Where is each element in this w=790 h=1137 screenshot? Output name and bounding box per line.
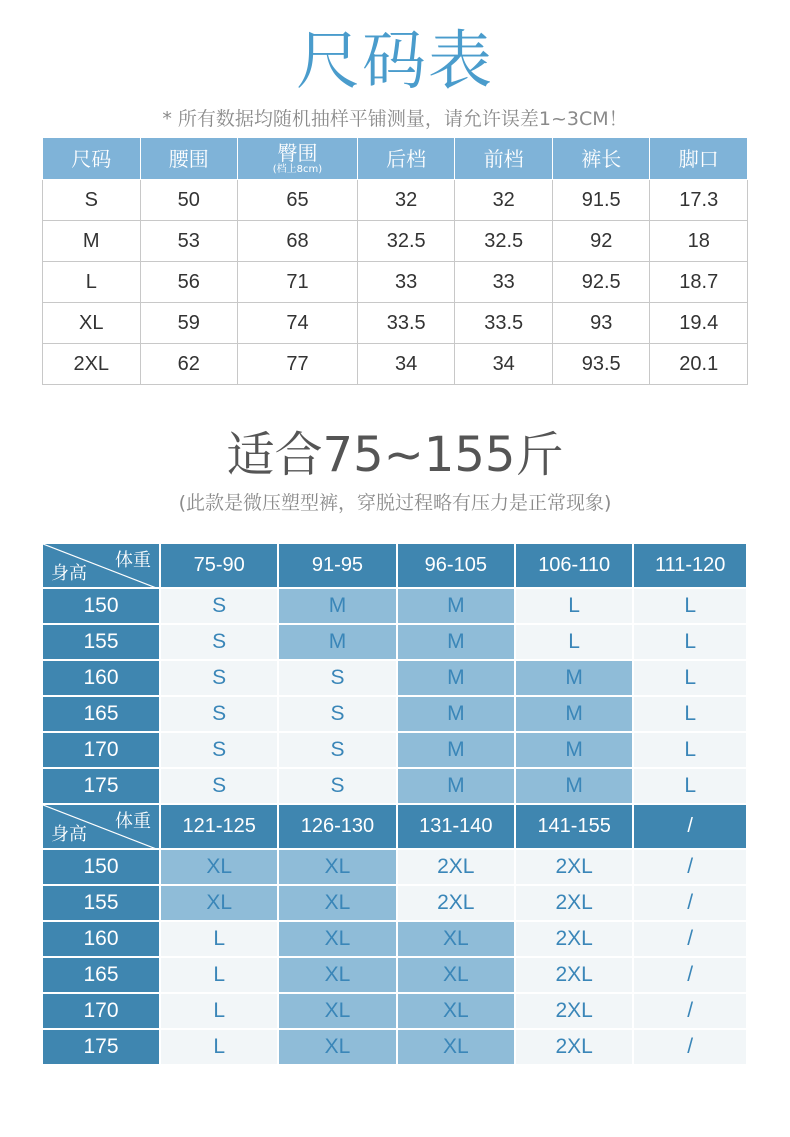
column-header-label: 脚口 (678, 146, 719, 171)
column-header (43, 138, 141, 180)
weight-range-header: 141-155 (515, 804, 633, 849)
size-recommendation-cell: 2XL (397, 849, 515, 885)
table-row (43, 262, 748, 303)
table-cell: 93 (552, 303, 650, 344)
column-header (140, 138, 238, 180)
weight-range-header: 131-140 (397, 804, 515, 849)
size-recommendation-cell: / (633, 885, 747, 921)
weight-range-header: 111-120 (633, 543, 747, 588)
height-weight-table (41, 542, 748, 1066)
size-recommendation-cell: L (633, 696, 747, 732)
size-recommendation-cell: L (160, 957, 278, 993)
size-chart-table (42, 137, 748, 385)
table-row (43, 303, 748, 344)
size-recommendation-cell: S (278, 768, 396, 804)
table-cell: 19.4 (650, 303, 748, 344)
size-recommendation-cell: S (278, 696, 396, 732)
height-cell: 165 (42, 696, 160, 732)
table-cell: 32.5 (357, 221, 455, 262)
table-cell: 17.3 (650, 180, 748, 221)
column-header (357, 138, 455, 180)
column-header-sublabel: (档上8cm) (272, 164, 323, 175)
size-recommendation-cell: XL (397, 1029, 515, 1065)
size-recommendation-cell: XL (278, 849, 396, 885)
table-cell: 59 (140, 303, 238, 344)
table-row (42, 588, 747, 624)
column-header-label: 腰围 (168, 146, 209, 171)
table-cell: 50 (140, 180, 238, 221)
table-cell: 93.5 (552, 344, 650, 385)
table-cell: 71 (238, 262, 358, 303)
table-cell: 92 (552, 221, 650, 262)
size-recommendation-cell: L (160, 921, 278, 957)
weight-range-header: / (633, 804, 747, 849)
table-row (43, 180, 748, 221)
size-recommendation-cell: XL (278, 1029, 396, 1065)
size-recommendation-cell: S (160, 588, 278, 624)
height-cell: 165 (42, 957, 160, 993)
column-header (650, 138, 748, 180)
table-cell: 74 (238, 303, 358, 344)
size-recommendation-cell: M (397, 768, 515, 804)
size-recommendation-cell: M (515, 660, 633, 696)
size-recommendation-cell: S (160, 732, 278, 768)
size-recommendation-cell: M (397, 588, 515, 624)
size-recommendation-cell: L (515, 588, 633, 624)
size-recommendation-cell: M (397, 732, 515, 768)
table-cell: 33.5 (455, 303, 553, 344)
table-row (43, 344, 748, 385)
size-recommendation-cell: S (278, 660, 396, 696)
corner-header (42, 804, 160, 849)
table-cell: 77 (238, 344, 358, 385)
size-recommendation-cell: 2XL (515, 957, 633, 993)
size-recommendation-cell: L (160, 1029, 278, 1065)
measurement-note: * 所有数据均随机抽样平铺测量，请允许误差1~3CM！ (162, 108, 628, 130)
table-row (42, 849, 747, 885)
weight-range-header: 75-90 (160, 543, 278, 588)
weight-range-header: 91-95 (278, 543, 396, 588)
size-recommendation-cell: 2XL (515, 849, 633, 885)
table-cell: S (43, 180, 141, 221)
size-recommendation-cell: M (278, 624, 396, 660)
table-cell: 53 (140, 221, 238, 262)
table-row (42, 768, 747, 804)
corner-height-label: 身高 (51, 824, 87, 844)
table-cell: 2XL (43, 344, 141, 385)
table-row (43, 221, 748, 262)
table-cell: 62 (140, 344, 238, 385)
height-cell: 150 (42, 588, 160, 624)
size-recommendation-cell: XL (160, 885, 278, 921)
size-recommendation-cell: 2XL (515, 885, 633, 921)
size-recommendation-cell: XL (278, 993, 396, 1029)
table-cell: 65 (238, 180, 358, 221)
table-cell: 92.5 (552, 262, 650, 303)
size-recommendation-cell: 2XL (515, 1029, 633, 1065)
corner-weight-label: 体重 (115, 811, 151, 831)
table-cell: 91.5 (552, 180, 650, 221)
column-header (238, 138, 358, 180)
weight-range-header: 121-125 (160, 804, 278, 849)
table-cell: XL (43, 303, 141, 344)
table-cell: 33.5 (357, 303, 455, 344)
size-recommendation-cell: / (633, 849, 747, 885)
weight-range-title: 适合75~155斤 (226, 427, 564, 483)
size-recommendation-cell: L (633, 660, 747, 696)
height-cell: 155 (42, 885, 160, 921)
size-recommendation-cell: S (160, 768, 278, 804)
size-recommendation-cell: / (633, 993, 747, 1029)
height-cell: 150 (42, 849, 160, 885)
height-cell: 160 (42, 921, 160, 957)
column-header-label: 后档 (386, 146, 427, 171)
size-recommendation-cell: 2XL (515, 921, 633, 957)
table-cell: L (43, 262, 141, 303)
page-title: 尺码表 (296, 25, 494, 99)
table-cell: M (43, 221, 141, 262)
size-chart-header-row (43, 138, 748, 180)
size-recommendation-cell: / (633, 957, 747, 993)
column-header-label: 前档 (483, 146, 524, 171)
table-cell: 18 (650, 221, 748, 262)
weight-header-row (42, 543, 747, 588)
table-row (42, 921, 747, 957)
size-recommendation-cell: XL (160, 849, 278, 885)
column-header-label: 臀围 (277, 141, 318, 165)
table-row (42, 624, 747, 660)
column-header (455, 138, 553, 180)
height-cell: 170 (42, 993, 160, 1029)
height-cell: 170 (42, 732, 160, 768)
column-header (552, 138, 650, 180)
size-recommendation-cell: M (515, 696, 633, 732)
table-cell: 32 (455, 180, 553, 221)
table-cell: 33 (455, 262, 553, 303)
size-recommendation-cell: XL (397, 993, 515, 1029)
size-recommendation-cell: XL (397, 957, 515, 993)
table-row (42, 993, 747, 1029)
column-header-label: 裤长 (581, 146, 622, 171)
size-recommendation-cell: L (633, 768, 747, 804)
size-recommendation-cell: XL (278, 885, 396, 921)
size-recommendation-cell: L (633, 588, 747, 624)
size-recommendation-cell: L (160, 993, 278, 1029)
size-recommendation-cell: M (397, 696, 515, 732)
size-recommendation-cell: M (397, 624, 515, 660)
size-recommendation-cell: XL (278, 921, 396, 957)
size-recommendation-cell: M (278, 588, 396, 624)
height-cell: 175 (42, 768, 160, 804)
height-cell: 155 (42, 624, 160, 660)
size-recommendation-cell: S (278, 732, 396, 768)
size-recommendation-cell: S (160, 660, 278, 696)
table-row (42, 885, 747, 921)
table-row (42, 957, 747, 993)
size-recommendation-cell: / (633, 921, 747, 957)
table-cell: 32 (357, 180, 455, 221)
table-cell: 34 (357, 344, 455, 385)
table-cell: 56 (140, 262, 238, 303)
table-cell: 18.7 (650, 262, 748, 303)
table-row (42, 660, 747, 696)
size-recommendation-cell: L (633, 732, 747, 768)
size-recommendation-cell: S (160, 624, 278, 660)
table-cell: 20.1 (650, 344, 748, 385)
size-recommendation-cell: M (515, 732, 633, 768)
corner-height-label: 身高 (51, 563, 87, 583)
size-recommendation-cell: XL (397, 921, 515, 957)
weight-range-header: 126-130 (278, 804, 396, 849)
table-cell: 33 (357, 262, 455, 303)
size-recommendation-cell: XL (278, 957, 396, 993)
size-recommendation-cell: 2XL (397, 885, 515, 921)
size-recommendation-cell: 2XL (515, 993, 633, 1029)
table-row (42, 1029, 747, 1065)
table-cell: 32.5 (455, 221, 553, 262)
size-recommendation-cell: S (160, 696, 278, 732)
weight-header-row (42, 804, 747, 849)
table-cell: 68 (238, 221, 358, 262)
size-recommendation-cell: L (515, 624, 633, 660)
height-cell: 175 (42, 1029, 160, 1065)
table-row (42, 732, 747, 768)
table-cell: 34 (455, 344, 553, 385)
weight-range-header: 96-105 (397, 543, 515, 588)
column-header-label: 尺码 (71, 146, 112, 171)
table-row (42, 696, 747, 732)
size-recommendation-cell: L (633, 624, 747, 660)
corner-weight-label: 体重 (115, 550, 151, 570)
weight-range-header: 106-110 (515, 543, 633, 588)
compression-note: (此款是微压塑型裤，穿脱过程略有压力是正常现象) (178, 492, 612, 514)
size-recommendation-cell: / (633, 1029, 747, 1065)
corner-header (42, 543, 160, 588)
size-recommendation-cell: M (515, 768, 633, 804)
height-cell: 160 (42, 660, 160, 696)
size-recommendation-cell: M (397, 660, 515, 696)
